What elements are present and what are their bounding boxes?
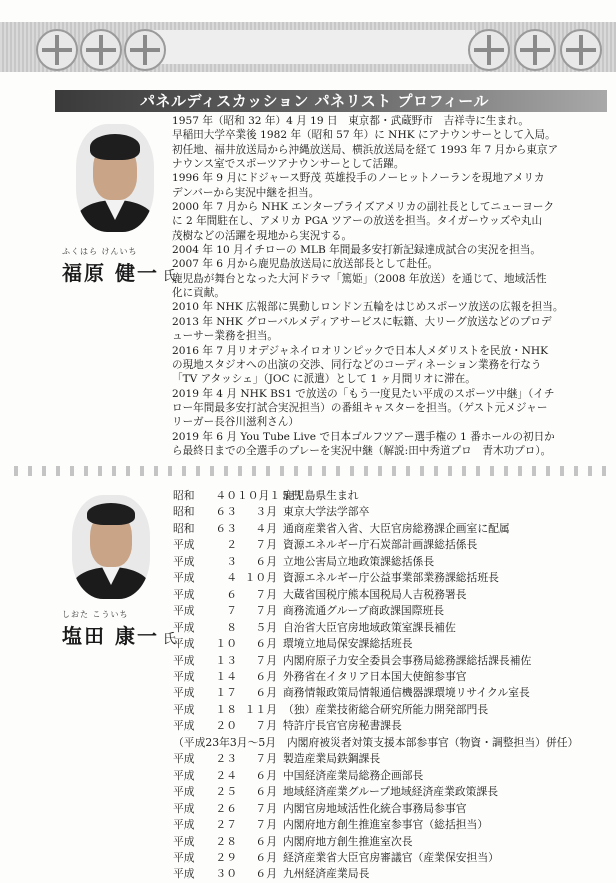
career-row (173, 866, 613, 882)
bio-line: 2016 年 7 月リオデジャネイロオリンピックで日本人メダリストを民放・NHK (172, 344, 549, 357)
career-era: 平成 (173, 587, 195, 601)
career-month: ６月 (255, 850, 277, 864)
panelist-2-career (173, 488, 613, 883)
career-note: （平成23年3月〜5月 内閣府被災者対策支援本部参事官（物資・調整担当）併任） (173, 735, 579, 749)
career-year: ２７ (215, 818, 237, 832)
career-year: ２８ (215, 834, 237, 848)
career-era: 昭和 (173, 489, 195, 502)
ornament-medallion-icon (36, 29, 78, 71)
career-row (173, 488, 613, 504)
career-description: 鹿児島県生まれ (283, 489, 359, 502)
bio-line: 2004 年 10 月イチローの MLB 年間最多安打新記録達成試合の実況を担当。 (172, 244, 541, 257)
panelist-1-honorific: 氏 (162, 269, 178, 284)
section-divider (8, 466, 608, 476)
panelist-2-name: 塩田 康一 (62, 624, 159, 648)
career-year: ６３ (215, 521, 237, 535)
panelist-1-name-reading: ふくはら けんいち (62, 247, 138, 256)
career-month: ７月 (255, 801, 277, 815)
career-month: ６月 (255, 637, 277, 651)
bio-line: 「TV アタッシェ」（JOC に派遣）として 1 ヶ月間リオに滞在。 (172, 373, 476, 386)
ornament-medallion-icon (468, 29, 510, 71)
career-era: 平成 (173, 719, 195, 733)
career-year: １０ (215, 637, 237, 651)
career-row (173, 521, 613, 537)
career-year: ６３ (215, 505, 237, 519)
ornament-medallion-icon (560, 29, 602, 71)
career-row (173, 554, 613, 570)
career-year: ２０ (215, 719, 237, 733)
page-title: パネルディスカッション パネリスト プロフィール (140, 92, 489, 110)
bio-line: 2019 年 4 月 NHK BS1 で放送の「もう一度見たい平成のスポーツ中継」（イチ (172, 387, 555, 400)
panelist-2-honorific: 氏 (162, 632, 178, 647)
career-row (173, 850, 613, 866)
career-era: 平成 (173, 801, 195, 815)
career-description: 内閣府地方創生推進室参事官（総括担当） (283, 818, 489, 832)
career-row (173, 702, 613, 718)
career-description: 特許庁長官官房秘書課長 (283, 719, 402, 733)
ornament-medallion-icon (514, 29, 556, 71)
career-month: ６月 (255, 834, 277, 848)
career-year: ２９ (215, 850, 237, 864)
career-description: （独）産業技術総合研究所能力開発部門長 (283, 702, 489, 716)
bio-line: 1957 年（昭和 32 年）4 月 19 日 東京都・武蔵野市 吉祥寺に生まれ。 (172, 115, 529, 127)
career-month: １０月１５日 (237, 489, 302, 502)
career-row (173, 570, 613, 586)
career-year: １７ (215, 686, 237, 700)
career-month: ７月 (255, 587, 277, 601)
career-row (173, 620, 613, 636)
career-era: 昭和 (173, 521, 195, 535)
career-month: ５月 (255, 620, 277, 634)
career-era: 平成 (173, 571, 195, 585)
bio-line: ナウンス室でスポーツアナウンサーとして活躍。 (172, 158, 405, 171)
career-year: ８ (226, 620, 237, 634)
career-description: 環境立地局保安課総括班長 (283, 637, 413, 651)
career-era: 平成 (173, 637, 195, 651)
career-description: 内閣官房地域活性化統合事務局参事官 (283, 801, 467, 815)
career-row (173, 587, 613, 603)
bio-line: 鹿児島が舞台となった大河ドラマ「篤姫」（2008 年放送）を通じて、地域活性 (172, 272, 547, 285)
bio-line: 2000 年 7 月から NHK エンタープライズアメリカの副社長としてニューヨーク (172, 201, 555, 214)
career-row (173, 735, 613, 751)
career-year: ４０ (215, 489, 237, 502)
career-year: １３ (215, 653, 237, 667)
career-month: ４月 (255, 521, 277, 535)
career-year: ７ (226, 604, 237, 618)
panelist-2-name-block (62, 609, 178, 649)
career-description: 商務流通グループ商政課国際班長 (283, 604, 445, 618)
career-month: ６月 (255, 785, 277, 799)
career-row (173, 685, 613, 701)
career-description: 九州経済産業局長 (283, 867, 370, 881)
bio-line: ューサー業務を担当。 (172, 330, 278, 343)
career-year: ２ (226, 538, 237, 552)
panelist-1-photo (76, 124, 154, 232)
career-year: ３ (226, 554, 237, 568)
career-era: 平成 (173, 768, 195, 782)
panelist-2-name-reading: しおた こういち (62, 610, 129, 619)
bio-line: ロー年間最多安打試合実況担当）の番組キャスターを担当。（ゲスト元メジャー (172, 401, 548, 414)
career-month: ７月 (255, 538, 277, 552)
career-year: ２３ (215, 752, 237, 766)
career-era: 平成 (173, 604, 195, 618)
career-era: 平成 (173, 669, 195, 683)
bio-line: 2013 年 NHK グローバルメディアサービスに転籍、大リーグ放送などのプロデ (172, 315, 552, 328)
career-description: 外務省在イタリア日本国大使館参事官 (283, 669, 467, 683)
bio-line: 早稲田大学卒業後 1982 年（昭和 57 年）に NHK にアナウンサーとして入局。 (172, 129, 556, 142)
career-year: ２５ (215, 785, 237, 799)
career-description: 資源エネルギー庁公益事業部業務課総括班長 (283, 571, 499, 585)
career-month: ６月 (255, 686, 277, 700)
ornament-medallion-icon (80, 29, 122, 71)
career-era: 平成 (173, 752, 195, 766)
career-row (173, 653, 613, 669)
career-row (173, 537, 613, 553)
career-row (173, 784, 613, 800)
career-era: 平成 (173, 702, 195, 716)
career-month: １１月 (244, 702, 277, 716)
career-month: ３月 (255, 505, 277, 519)
career-month: ６月 (255, 768, 277, 782)
career-month: ７月 (255, 752, 277, 766)
career-year: １８ (215, 702, 237, 716)
career-description: 製造産業局鉄鋼課長 (283, 752, 381, 766)
career-month: ７月 (255, 719, 277, 733)
bio-line: 茂樹などの活躍を現地から実況する。 (172, 229, 353, 242)
career-era: 平成 (173, 620, 195, 634)
career-era: 平成 (173, 538, 195, 552)
career-month: ７月 (255, 653, 277, 667)
panelist-1-bio (172, 114, 608, 458)
career-row (173, 817, 613, 833)
career-description: 自治省大臣官房地域政策室課長補佐 (283, 620, 456, 634)
bio-line: デンバーから実況中継を担当。 (172, 186, 320, 199)
career-row (173, 834, 613, 850)
career-era: 平成 (173, 653, 195, 667)
career-month: １０月 (244, 571, 277, 585)
career-month: ６月 (255, 669, 277, 683)
career-row (173, 603, 613, 619)
career-era: 平成 (173, 818, 195, 832)
decorative-header-center (145, 30, 475, 64)
career-description: 大蔵省国税庁熊本国税局人吉税務署長 (283, 587, 467, 601)
career-year: ３０ (215, 867, 237, 881)
career-row (173, 718, 613, 734)
career-era: 平成 (173, 850, 195, 864)
bio-line: リーガー長谷川滋利さん） (172, 416, 299, 429)
bio-line: に 2 年間駐在し、アメリカ PGA ツアーの放送を担当。タイガーウッズや丸山 (172, 215, 543, 228)
career-month: ７月 (255, 604, 277, 618)
career-description: 経済産業省大臣官房審議官（産業保安担当） (283, 850, 499, 864)
bio-line: 2010 年 NHK 広報部に異動しロンドン五輪をはじめスポーツ放送の広報を担当。 (172, 301, 564, 314)
career-row (173, 801, 613, 817)
career-year: ２４ (215, 768, 237, 782)
bio-line: 1996 年 9 月にドジャース野茂 英雄投手のノーヒットノーランを現地アメリカ (172, 172, 545, 185)
career-description: 中国経済産業局総務企画部長 (283, 768, 424, 782)
bio-line: ら最終日までの全選手のプレーを実況中継（解説:田中秀道プロ 青木功プロ）。 (172, 444, 552, 457)
panelist-1-name: 福原 健一 (62, 261, 159, 285)
career-month: ７月 (255, 818, 277, 832)
career-era: 平成 (173, 554, 195, 568)
career-year: ６ (226, 587, 237, 601)
career-year: ４ (226, 571, 237, 585)
career-month: ６月 (255, 867, 277, 881)
career-description: 資源エネルギー庁石炭部計画課総括係長 (283, 538, 478, 552)
career-row (173, 751, 613, 767)
bio-line: 2019 年 6 月 You Tube Live で日本ゴルフツアー選手権の 1 番ホールの初日か (172, 430, 555, 443)
career-month: ６月 (255, 554, 277, 568)
career-description: 内閣府原子力安全委員会事務局総務課総括課長補佐 (283, 653, 532, 667)
career-era: 昭和 (173, 505, 195, 519)
career-year: １４ (215, 669, 237, 683)
career-description: 内閣府地方創生推進室次長 (283, 834, 413, 848)
bio-line: 化に貢献。 (172, 287, 225, 300)
career-row (173, 636, 613, 652)
career-era: 平成 (173, 867, 195, 881)
career-row (173, 504, 613, 520)
bio-line: 2007 年 6 月から鹿児島放送局に放送部長として赴任。 (172, 258, 439, 271)
ornament-medallion-icon (124, 29, 166, 71)
career-description: 東京大学法学部卒 (283, 505, 370, 519)
career-description: 立地公害局立地政策課総括係長 (283, 554, 435, 568)
career-description: 地域経済産業グループ地域経済産業政策課長 (283, 785, 499, 799)
career-era: 平成 (173, 686, 195, 700)
bio-line: 初任地、福井放送局から沖縄放送局、横浜放送局を経て 1993 年 7 月から東京ア (172, 143, 559, 156)
career-era: 平成 (173, 834, 195, 848)
career-year: ２６ (215, 801, 237, 815)
career-description: 商務情報政策局情報通信機器課環境リサイクル室長 (283, 686, 530, 700)
career-row (173, 669, 613, 685)
panelist-1-name-block (62, 246, 178, 286)
career-description: 通商産業省入省、大臣官房総務課企画室に配属 (283, 521, 510, 535)
career-row (173, 768, 613, 784)
panelist-2-photo (72, 495, 150, 599)
career-era: 平成 (173, 785, 195, 799)
bio-line: の現地スタジオへの出演の交渉、同行などのコーディネーション業務を行なう (172, 358, 542, 371)
